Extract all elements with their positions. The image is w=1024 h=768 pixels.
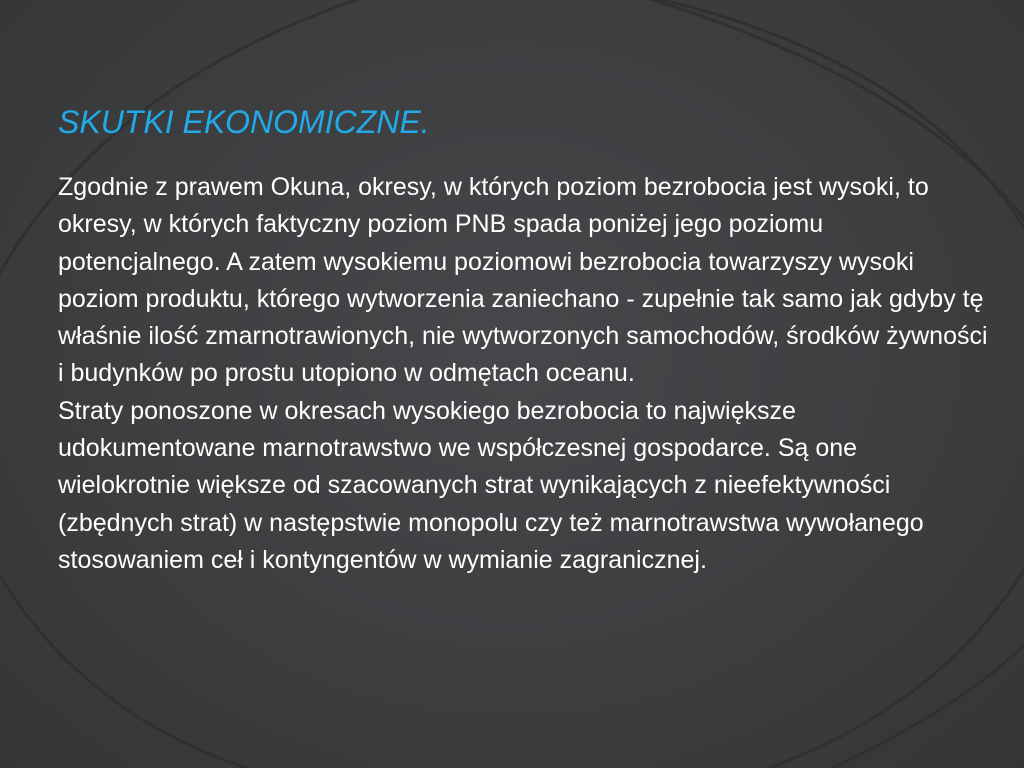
slide-body (58, 169, 988, 579)
paragraph-unemployment-losses: Straty ponoszone w okresach wysokiego bezrobocia to największe udokumentowane marnotrawstwo we współczesnej gospodarce. Są one wielokrotnie większe od szacowanych strat wynikających z nieefektywności (zbędnych strat) w następstwie monopolu czy też marnotrawstwa wywołanego stosowaniem ceł i kontyngentów w wymianie zagranicznej. (58, 396, 924, 574)
paragraph-okun-law: Zgodnie z prawem Okuna, okresy, w których poziom bezrobocia jest wysoki, to okresy, w których faktyczny poziom PNB spada poniżej jego poziomu potencjalnego. A zatem wysokiemu poziomowi bezrobocia towarzyszy wysoki poziom produktu, którego wytworzenia zaniechano - zupełnie tak samo jak gdyby tę właśnie ilość zmarnotrawionych, nie wytworzonych samochodów, środków żywności i budynków po prostu utopiono w odmętach oceanu. (58, 173, 988, 388)
slide-title: SKUTKI EKONOMICZNE. (58, 104, 430, 140)
